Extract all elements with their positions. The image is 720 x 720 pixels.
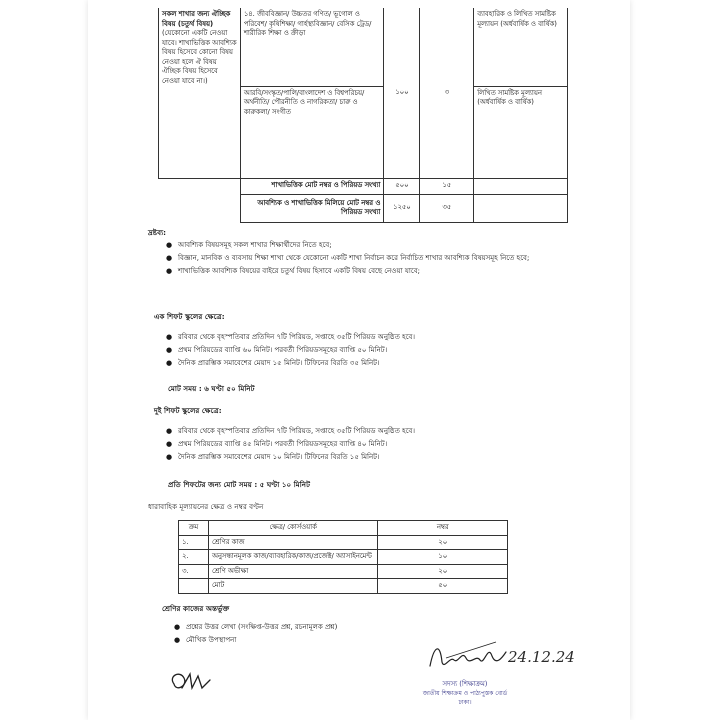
grand-total-label: আবশ্যিক ও শাখাভিত্তিক মিলিয়ে মোট নম্বর ও পিরিয়ড সংখ্যা [240,194,384,222]
one-shift-heading: এক শিফট স্কুলের ক্ষেত্রে: [154,312,225,321]
table-row [179,564,508,579]
blank-cell [474,194,568,222]
ca-heading: ধারাবাহিক মূল্যায়নের ক্ষেত্র ও নম্বর বণ্টন [148,502,264,511]
optional-subject-note: (যেকোনো একটি নেওয়া যাবে। শাখাভিত্তিক আবশ্যিক বিষয় হিসেবে কোনো বিষয় নেওয়া হলে ঐ বিষয় ঐচ্ছিক বিষয় হিসেবে নেওয়া যাবে না।) [162,29,237,85]
list-item: ● প্রথম পিরিয়ডের ব্যাপ্তি ৪৫ মিনিট। পরবর্তী পিরিয়ডসমূহের ব্যাপ্তি ৪০ মিনিট। [166,440,388,448]
table-cell: ৩. [179,564,209,579]
classwork-heading: শ্রেণির কাজের অন্তর্ভুক্ত [162,604,230,613]
list-item: ● দৈনিক প্রারম্ভিক সমাবেশের মেয়াদ ১৫ মিনিট। টিফিনের বিরতি ৩৫ মিনিট। [166,359,380,367]
two-shift-heading: দুই শিফট স্কুলের ক্ষেত্রে: [154,406,222,415]
branch-total-marks: ৫০০ [384,178,420,194]
header-cell: ক্রম [179,521,209,536]
stamp-block [390,680,540,707]
optional-subject-cell [159,8,241,178]
header-cell: নম্বর [378,521,508,536]
table-row [179,535,508,550]
table-row [179,579,508,594]
table-cell: অনুসন্ধানমূলক কাজ/ব্যাবহারিক/কাজ/প্রজেক্ট/ অ্যাসাইনমেন্ট [208,550,378,565]
list-item: ● দৈনিক প্রারম্ভিক সমাবেশের মেয়াদ ১০ মিনিট। টিফিনের বিরতি ১৫ মিনিট। [166,453,380,461]
table-cell: ২. [179,550,209,565]
two-shift-list [166,426,556,465]
table-cell: ২০ [378,535,508,550]
list-item: ● শাখাভিত্তিক আবশ্যিক বিষয়ের বাইরে চতুর্থ বিষয় হিসাবে একটি বিষয় বেছে নেওয়া যাবে; [166,267,420,275]
subjects-group-1: ১৪. জীববিজ্ঞান/ উচ্চতর গণিত/ ভূগোল ও পরিবেশ/ কৃষিশিক্ষা/ গার্হস্থ্যবিজ্ঞান/ বেসিক ট্রেড/ শারীরিক শিক্ষা ও ক্রীড়া [240,8,384,86]
blank-cell [474,178,568,194]
list-item: ● প্রথম পিরিয়ডের ব্যাপ্তি ৬০ মিনিট। পরবর্তী পিরিয়ডসমূহের ব্যাপ্তি ৫০ মিনিট। [166,346,388,354]
list-item: ● প্রশ্নের উত্তর লেখা (সংক্ষিপ্ত-উত্তর প্রশ্ন, রচনামূলক প্রশ্ন) [174,623,338,631]
table-cell: ১. [179,535,209,550]
initials-signature [166,666,216,700]
ca-table [178,520,508,594]
table-cell [179,579,209,594]
table-row [179,550,508,565]
periods-cell: ৩ [420,8,474,178]
header-cell: ক্ষেত্র/ কোর্সওয়ার্ক [208,521,378,536]
stamp-line: জাতীয় শিক্ষাক্রম ও পাঠ্যপুস্তক বোর্ড [422,690,508,697]
table-cell: শ্রেণির কাজ [208,535,378,550]
notes-list [166,240,556,279]
table-cell: ২০ [378,564,508,579]
grand-total-marks: ১২৫০ [384,194,420,222]
document-page [88,0,630,720]
blank-cell [159,194,241,222]
one-shift-list [166,332,556,371]
list-item: ● বিজ্ঞান, মানবিক ও ব্যবসায় শিক্ষা শাখা থেকে যেকোনো একটি শাখা নির্বাচন করে নির্বাচিত শাখার আবশ্যিক বিষয়সমূহ নিতে হবে; [166,254,530,262]
marks-cell: ১০০ [384,8,420,178]
assessment-1: ব্যাবহারিক ও লিখিত সামষ্টিক মূল্যায়ন (অর্ধবার্ষিক ও বার্ষিক) [474,8,568,86]
branch-total-label: শাখাভিত্তিক মোট নম্বর ও পিরিয়ড সংখ্যা [240,178,384,194]
subjects-group-2: আরবি/সংস্কৃত/পালি/বাংলাদেশ ও বিশ্বপরিচয়/অর্থনীতি/ পৌরনীতি ও নাগরিকতা/ চারু ও কারুকলা/ সংগীত [240,86,384,178]
note-heading: দ্রষ্টব্য: [148,228,167,237]
optional-subject-label: সকল শাখার জন্য ঐচ্ছিক বিষয় (চতুর্থ বিষয়) [162,10,231,28]
table-cell: ৫০ [378,579,508,594]
subject-table [158,8,568,223]
table-cell: মোট [208,579,378,594]
table-header-row [179,521,508,536]
one-shift-total: মোট সময় : ৬ ঘণ্টা ৫০ মিনিট [168,384,255,393]
list-item: ● রবিবার থেকে বৃহস্পতিবার প্রতিদিন ৭টি পিরিয়ড, সপ্তাহে ৩৫টি পিরিয়ড অনুষ্ঠিত হবে। [166,427,415,435]
grand-total-periods: ৩৫ [420,194,474,222]
stamp-line: সদস্য (শিক্ষাক্রম) [442,680,488,688]
table-cell: ১০ [378,550,508,565]
table-cell: শ্রেণি অভীক্ষা [208,564,378,579]
blank-cell [159,178,241,194]
assessment-2: লিখিত সামষ্টিক মূল্যায়ন (অর্ধবার্ষিক ও বার্ষিক) [474,86,568,178]
list-item: ● আবশ্যিক বিষয়সমূহ সকল শাখার শিক্ষার্থীদের নিতে হবে; [166,241,332,249]
branch-total-periods: ১৫ [420,178,474,194]
list-item: ● রবিবার থেকে বৃহস্পতিবার প্রতিদিন ৭টি পিরিয়ড, সপ্তাহে ৩৫টি পিরিয়ড অনুষ্ঠিত হবে। [166,333,415,341]
list-item: ● মৌখিক উপস্থাপনা [174,636,237,644]
stamp-line: ঢাকা। [458,699,472,706]
two-shift-total: প্রতি শিফটের জন্য মোট সময় : ৫ ঘণ্টা ১০ মিনিট [168,480,311,489]
signature-date: 24.12.24 [508,648,575,666]
